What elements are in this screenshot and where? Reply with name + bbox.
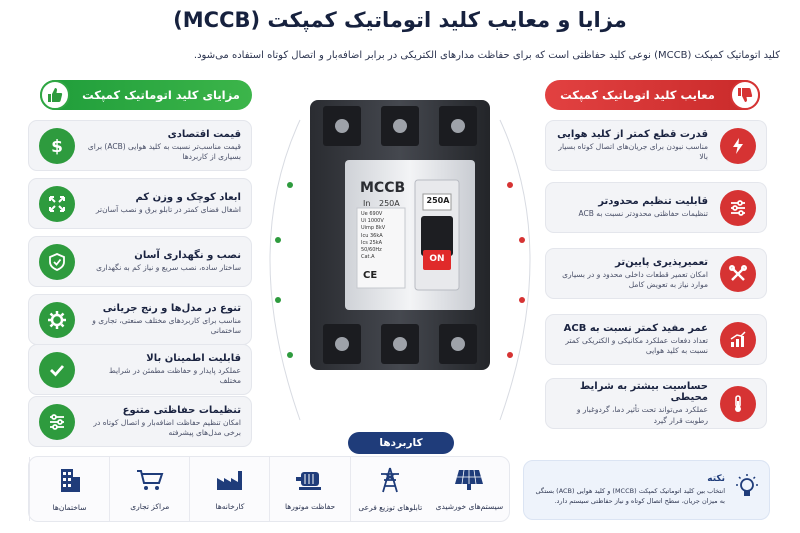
checkmark-icon (39, 352, 75, 388)
mccb-rating-label: In (363, 199, 371, 208)
application-item-factories (189, 457, 269, 521)
chart-down-icon (720, 322, 756, 358)
mccb-spec: Ui 1000V (361, 218, 384, 225)
note-box (523, 460, 770, 520)
advantage-card-price (28, 120, 252, 171)
mccb-body (305, 100, 495, 370)
disadvantage-card-breaking-capacity (545, 120, 767, 171)
factory-icon (215, 468, 245, 496)
sliders-icon (720, 190, 756, 226)
advantage-title: قیمت اقتصادی (167, 128, 241, 140)
advantage-title: تنظیمات حفاظتی متنوع (122, 404, 241, 416)
advantage-title: قابلیت اطمینان بالا (146, 352, 241, 364)
note-text: انتخاب بین کلید اتوماتیک کمپکت (MCCB) و کلید هوایی (ACB) بستگی به میزان جریان، سطح اتصال کوتاه و نیاز حفاظتی سیستم دارد. (535, 487, 725, 505)
thermometer-icon (720, 386, 756, 422)
disadvantage-title: تعمیرپذیری پایین‌تر (615, 256, 708, 268)
application-item-buildings (29, 457, 109, 521)
expand-arrows-icon (39, 186, 75, 222)
mccb-on-label: ON (429, 254, 445, 264)
thumbs-down-icon (730, 80, 760, 110)
applications-title: کاربردها (348, 432, 454, 454)
power-tower-icon (375, 467, 405, 497)
advantage-desc: مناسب برای کاربردهای مختلف صنعتی، تجاری و ساختمانی (92, 315, 241, 335)
advantages-header (40, 80, 252, 110)
disadvantages-header-label: معایب کلید اتوماتیک کمپکت (560, 88, 715, 102)
gear-icon (39, 302, 75, 338)
advantage-card-size (28, 178, 252, 229)
advantage-card-installation (28, 236, 252, 287)
application-label: سیستم‌های خورشیدی (435, 501, 504, 511)
lightning-icon (720, 128, 756, 164)
mccb-spec: Ue 690V (361, 211, 383, 217)
note-title: نکته (707, 474, 725, 485)
advantages-header-label: مزایای کلید اتوماتیک کمپکت (82, 88, 240, 102)
disadvantage-card-repairability (545, 248, 767, 299)
disadvantage-desc: امکان تعمیر قطعات داخلی محدود و در بسیاری موارد نیاز به تعویض کامل (562, 269, 708, 289)
application-label: حفاظت موتورها (285, 501, 336, 511)
disadvantage-card-lifetime (545, 314, 767, 365)
advantage-desc: امکان تنظیم حفاظت اضافه‌بار و اتصال کوتاه در برخی مدل‌های پیشرفته (93, 417, 241, 437)
mccb-rating: 250A (379, 199, 400, 208)
application-label: مراکز تجاری (130, 501, 170, 511)
disadvantage-card-adjustment (545, 182, 767, 233)
application-label: ساختمان‌ها (52, 502, 87, 512)
shopping-cart-icon (135, 468, 165, 496)
advantage-desc: قیمت مناسب‌تر نسبت به کلید هوایی (ACB) برای بسیاری از کاربردها (87, 141, 241, 161)
mccb-spec: Icu 36kA (361, 232, 383, 239)
advantage-desc: اشغال فضای کمتر در تابلو برق و نصب آسان‌تر (95, 204, 241, 214)
application-item-solar (430, 457, 509, 521)
shield-check-icon (39, 244, 75, 280)
intro-text: کلید اتوماتیک کمپکت (MCCB) نوعی کلید حفاظتی است که برای حفاظت مدارهای الکتریکی در برابر اضافه‌بار و اتصال کوتاه استفاده می‌شود. (193, 50, 780, 61)
advantage-title: نصب و نگهداری آسان (134, 249, 241, 261)
mccb-spec: Uimp 8kV (361, 225, 386, 232)
mccb-illustration (305, 100, 495, 370)
sliders-icon (39, 404, 75, 440)
advantage-desc: ساختار ساده، نصب سریع و نیاز کم به نگهداری (96, 262, 241, 272)
disadvantage-card-environment (545, 378, 767, 429)
advantage-card-reliability (28, 344, 252, 395)
mccb-specs (361, 211, 385, 261)
thumbs-up-icon (40, 80, 70, 110)
page-title: مزایا و معایب کلید اتوماتیک کمپکت (MCCB) (173, 8, 627, 32)
disadvantages-header (545, 80, 760, 110)
disadvantage-desc: تعداد دفعات عملکرد مکانیکی و الکتریکی کمتر نسبت به کلید هوایی (565, 335, 708, 355)
advantage-desc: عملکرد پایدار و حفاظت مطمئن در شرایط مختلف (108, 365, 241, 385)
advantage-card-settings (28, 396, 252, 447)
disadvantage-desc: عملکرد می‌تواند تحت تأثیر دما، گردوغبار و رطوبت قرار گیرد (576, 405, 708, 425)
disadvantage-title: حساسیت بیشتر به شرایط محیطی (579, 381, 708, 404)
application-item-distribution (350, 457, 430, 521)
advantage-card-variety (28, 294, 252, 345)
advantage-title: ابعاد کوچک و وزن کم (135, 191, 241, 203)
svg-text:$: $ (51, 136, 63, 156)
mccb-handle-label: 250A (426, 196, 450, 205)
dollar-icon (39, 128, 75, 164)
applications-bar (28, 456, 510, 522)
disadvantage-title: قابلیت تنظیم محدودتر (598, 195, 708, 207)
mccb-spec: Ics 25kA (361, 239, 383, 246)
lightbulb-icon (733, 473, 761, 507)
tools-icon (720, 256, 756, 292)
advantage-title: تنوع در مدل‌ها و رنج جریانی (102, 302, 241, 314)
disadvantage-desc: تنظیمات حفاظتی محدودتر نسبت به ACB (578, 208, 708, 218)
application-item-motors (269, 457, 349, 521)
mccb-ce-mark: CE (363, 270, 378, 281)
disadvantage-title: قدرت قطع کمتر از کلید هوایی (557, 128, 708, 140)
disadvantage-desc: مناسب نبودن برای جریان‌های اتصال کوتاه بسیار بالا (558, 141, 708, 161)
solar-panel-icon (454, 468, 484, 496)
building-icon (55, 467, 85, 497)
application-item-commercial (109, 457, 189, 521)
disadvantage-title: عمر مفید کمتر نسبت به ACB (563, 322, 708, 334)
motor-icon (295, 468, 325, 496)
mccb-brand: MCCB (360, 180, 406, 196)
mccb-spec: Cat.A (361, 254, 375, 261)
application-label: تابلوهای توزیع فرعی (358, 502, 423, 512)
mccb-spec: 50/60Hz (361, 247, 382, 254)
application-label: کارخانه‌ها (215, 501, 245, 511)
